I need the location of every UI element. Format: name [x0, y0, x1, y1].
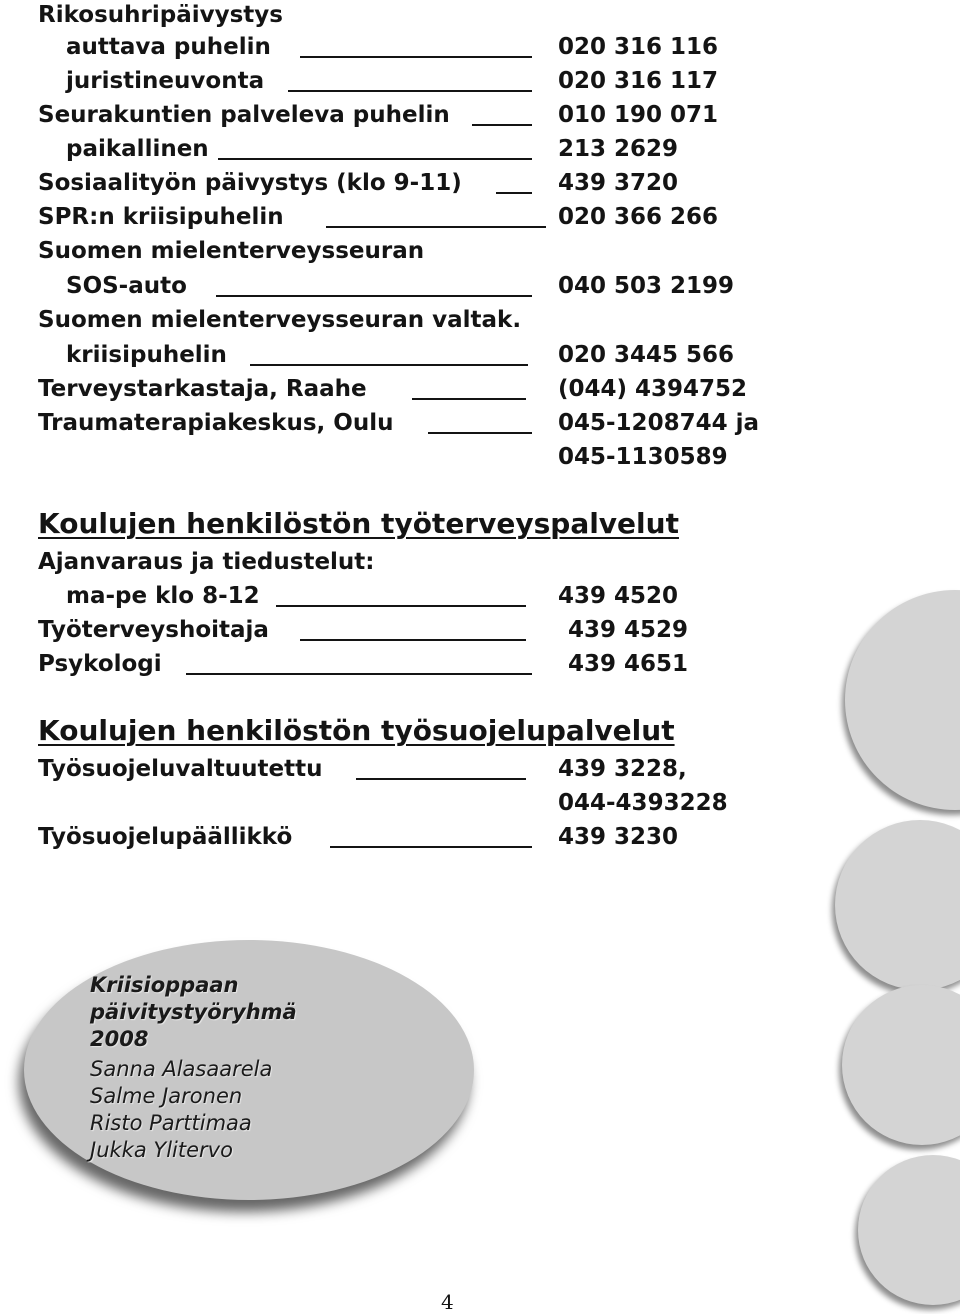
section-heading-occupational-safety: Koulujen henkilöstön työsuojelupalvelut — [38, 714, 675, 747]
credits-title: Kriisioppaan — [90, 973, 239, 997]
contact-label: Sosiaalityön päivystys (klo 9-11) — [38, 170, 462, 196]
decor-circle-4 — [858, 1155, 960, 1305]
contact-label: Työsuojeluvaltuutettu — [38, 756, 323, 782]
contact-label: Terveystarkastaja, Raahe — [38, 376, 367, 402]
contact-number: 045-1208744 ja — [558, 410, 759, 436]
page-number: 4 — [441, 1290, 454, 1314]
leader-line — [412, 398, 526, 400]
credits-member: Salme Jaronen — [90, 1084, 243, 1108]
contact-number: (044) 4394752 — [558, 376, 748, 402]
contact-label: kriisipuhelin — [66, 342, 227, 368]
contact-label: Seurakuntien palveleva puhelin — [38, 102, 450, 128]
contact-label: Työterveyshoitaja — [38, 617, 269, 643]
contact-number: 439 3230 — [558, 824, 679, 850]
credits-year: 2008 — [90, 1027, 149, 1051]
contact-label: ma-pe klo 8-12 — [66, 583, 260, 609]
leader-line — [216, 295, 532, 297]
leader-line — [472, 124, 532, 126]
contact-number: 439 4520 — [558, 583, 679, 609]
contact-label: Suomen mielenterveysseuran — [38, 238, 425, 264]
contact-label: paikallinen — [66, 136, 209, 162]
contact-number: 040 503 2199 — [558, 273, 735, 299]
contact-label: Psykologi — [38, 651, 162, 677]
contact-label: juristineuvonta — [66, 68, 265, 94]
contact-number: 213 2629 — [558, 136, 679, 162]
credits-title: päivitystyöryhmä — [90, 1000, 297, 1024]
contact-number: 020 316 117 — [558, 68, 719, 94]
section-title-crisis: Rikosuhripäivystys — [38, 2, 283, 28]
decor-circle-1 — [845, 590, 960, 810]
contact-number: 044-4393228 — [558, 790, 728, 816]
contact-number: 020 3445 566 — [558, 342, 735, 368]
leader-line — [428, 432, 532, 434]
leader-line — [300, 639, 526, 641]
contact-number: 439 4529 — [568, 617, 689, 643]
credits-member: Sanna Alasaarela — [90, 1057, 273, 1081]
section-heading-occupational-health: Koulujen henkilöstön työterveyspalvelut — [38, 507, 679, 540]
leader-line — [288, 90, 532, 92]
contact-number: 020 316 116 — [558, 34, 719, 60]
contact-number: 010 190 071 — [558, 102, 719, 128]
intro-text: Ajanvaraus ja tiedustelut: — [38, 549, 375, 575]
contact-label: Traumaterapiakeskus, Oulu — [38, 410, 394, 436]
contact-label: auttava puhelin — [66, 34, 271, 60]
contact-label: Työsuojelupäällikkö — [38, 824, 293, 850]
credits-member: Jukka Ylitervo — [90, 1138, 233, 1162]
contact-label: SPR:n kriisipuhelin — [38, 204, 284, 230]
leader-line — [326, 226, 546, 228]
credits-member: Risto Parttimaa — [90, 1111, 252, 1135]
contact-label: Suomen mielenterveysseuran valtak. — [38, 307, 522, 333]
contact-number: 439 3720 — [558, 170, 679, 196]
contact-number: 020 366 266 — [558, 204, 719, 230]
contact-number: 045-1130589 — [558, 444, 728, 470]
leader-line — [218, 158, 532, 160]
leader-line — [300, 56, 532, 58]
contact-number: 439 4651 — [568, 651, 689, 677]
leader-line — [250, 364, 528, 366]
decor-circle-2 — [835, 820, 960, 990]
contact-number: 439 3228, — [558, 756, 687, 782]
decor-circle-3 — [842, 985, 960, 1145]
leader-line — [496, 192, 532, 194]
leader-line — [356, 778, 526, 780]
leader-line — [330, 846, 532, 848]
leader-line — [276, 605, 526, 607]
contact-label: SOS-auto — [66, 273, 187, 299]
leader-line — [186, 673, 532, 675]
